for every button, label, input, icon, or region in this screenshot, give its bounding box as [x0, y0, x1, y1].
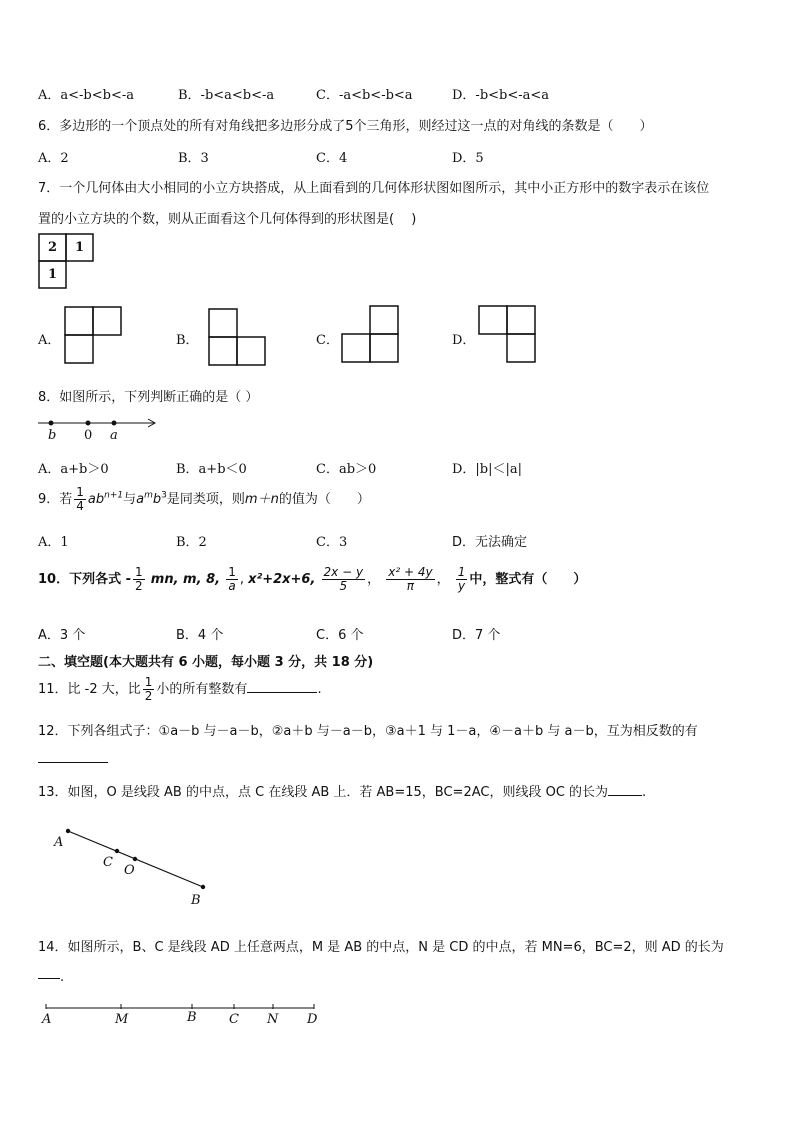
q10-frac-2-num: 1 [228, 565, 236, 579]
q7-option-a-label: A． [38, 333, 61, 348]
q7-grid-number-2: 1 [75, 240, 85, 255]
q10-frac-3 [322, 566, 366, 593]
q9-suffix: 的值为（ ） [278, 492, 370, 507]
q11-frac-num: 1 [144, 675, 153, 689]
q9-expr: m＋n [244, 492, 279, 507]
q9-option-c: C．3 [316, 535, 348, 550]
q12-answer-blank[interactable] [38, 762, 108, 763]
q14-point-d: D [307, 1012, 318, 1027]
q9-mid: 与 [123, 492, 137, 507]
q9-mid2: 是同类项，则 [166, 492, 245, 507]
q13-stem-text: 13．如图，O 是线段 AB 的中点，点 C 在线段 AB 上．若 AB=15，BC=2AC，则线段 OC 的长为 [38, 785, 609, 800]
q7-option-b-figure [208, 308, 268, 366]
q11-fraction [143, 676, 155, 703]
q14-point-n: N [267, 1012, 279, 1027]
q10-option-d: D．7 个 [452, 628, 501, 643]
q11-suffix: 小的所有整数有 [156, 682, 248, 697]
q11-prefix: 11．比 -2 大，比 [38, 682, 141, 697]
q13-point-b: B [191, 893, 201, 908]
q5-option-d: D．-b<b<-a<a [452, 88, 550, 103]
q9-stem [38, 486, 370, 513]
q10-frac-3-num: 2x − y [323, 565, 364, 579]
q8-stem: 8．如图所示，下列判断正确的是（ ） [38, 390, 259, 405]
q7-option-a-figure [64, 306, 124, 364]
q10-suffix: 中，整式有（ ） [469, 572, 587, 587]
q13-segment-figure [60, 825, 210, 893]
q10-frac-3-den: 5 [339, 579, 348, 593]
q9-option-a: A．1 [38, 535, 69, 550]
q9-prefix: 9．若 [38, 492, 73, 507]
q9-term1-base: ab [87, 492, 105, 507]
q7-option-b-label: B． [176, 333, 199, 348]
q7-grid-number-3: 1 [48, 267, 58, 282]
q7-grid-number-1: 2 [48, 240, 58, 255]
q10-frac-5 [456, 566, 468, 593]
q14-point-a: A [42, 1012, 52, 1027]
q10-frac-4-den: π [406, 579, 415, 593]
q8-option-a: A．a+b＞0 [38, 462, 109, 477]
q5-option-c: C．-a<b<-b<a [316, 88, 413, 103]
q7-option-d-figure [478, 305, 538, 363]
q14-segment-figure [44, 1003, 320, 1015]
q5-option-a: A．a<-b<b<-a [38, 88, 134, 103]
q14-answer-blank[interactable] [38, 978, 60, 979]
q14-point-m: M [115, 1012, 129, 1027]
q7-option-d-label: D． [452, 333, 476, 348]
q10-prefix: 10．下列各式 - [38, 572, 132, 587]
q9-term2-a: a [136, 492, 145, 507]
q10-option-c: C．6 个 [316, 628, 364, 643]
q10-frac-2 [226, 566, 238, 593]
q5-option-b: B．-b<a<b<-a [178, 88, 275, 103]
q10-option-b: B．4 个 [176, 628, 224, 643]
q9-term2-b: b [152, 492, 162, 507]
q7-top-view-grid [38, 233, 98, 289]
q10-frac-4-num: x² + 4y [388, 565, 433, 579]
q6-option-b: B．3 [178, 151, 209, 166]
q7-stem-line2: 置的小立方块的个数，则从正面看这个几何体得到的形状图是( ) [38, 212, 417, 227]
q10-poly: x²+2x+6, [248, 572, 316, 587]
q9-term2-b-exp: 3 [161, 490, 167, 501]
q6-option-d: D．5 [452, 151, 484, 166]
q10-frac-1-den: 2 [135, 579, 143, 593]
q7-option-c-label: C． [316, 333, 339, 348]
q9-option-d: D．无法确定 [452, 535, 528, 550]
q6-stem: 6．多边形的一个顶点处的所有对角线把多边形分成了5个三角形，则经过这一点的对角线的条数是（ ） [38, 119, 653, 134]
q10-frac-5-den: y [458, 579, 466, 593]
q10-frac-1-num: 1 [135, 565, 143, 579]
q8-axis-label-b: b [48, 428, 57, 443]
q14-period: . [60, 970, 65, 985]
q13-point-c: C [103, 855, 113, 870]
q7-stem-line1: 7．一个几何体由大小相同的小立方块搭成，从上面看到的几何体形状图如图所示，其中小正方形中的数字表示在该位 [38, 181, 710, 196]
q10-frac-2-den: a [228, 579, 236, 593]
q6-option-a: A．2 [38, 151, 69, 166]
q12-stem: 12．下列各组式子：①a－b 与－a－b，②a＋b 与－a－b，③a＋1 与 1－a，④－a＋b 与 a－b，互为相反数的有 [38, 724, 698, 739]
q14-point-c: C [229, 1012, 239, 1027]
q8-option-d: D．|b|＜|a| [452, 462, 523, 477]
q13-point-a: A [54, 835, 64, 850]
q10-frac-4 [386, 566, 434, 593]
q10-frac-5-num: 1 [457, 565, 466, 579]
section-2-heading: 二、填空题(本大题共有 6 小题，每小题 3 分，共 18 分) [38, 655, 374, 670]
q8-option-b: B．a+b＜0 [176, 462, 247, 477]
q11-stem: 11．比 -2 大，比 $\frac{1}{2}$ 小的所有整数有 . [38, 675, 322, 703]
q10-stem: 10．下列各式 - $\frac{1}{2}$ mn, m, 8, $\frac{1}{a}$ , x²+2x+6, $\frac{2x - y}{5}$ ， $\frac{\text{x² + 4y}}{\pi}$ ， $\frac{1}{y}$ 中，整式有（ ） [38, 565, 587, 593]
q11-frac-den: 2 [144, 689, 153, 703]
q9-term2-a-exp: m [144, 490, 153, 501]
q9-term1-exp: n+1 [104, 490, 124, 501]
q7-option-c-figure [341, 305, 401, 363]
q8-axis-label-a: a [110, 428, 118, 443]
q13-point-o: O [124, 863, 135, 878]
q14-stem: 14．如图所示，B、C 是线段 AD 上任意两点，M 是 AB 的中点，N 是 CD 的中点，若 MN=6，BC=2，则 AD 的长为 [38, 940, 724, 955]
q9-option-b: B．2 [176, 535, 207, 550]
q13-answer-blank[interactable] [608, 795, 642, 796]
q10-frac-1 [133, 566, 145, 593]
q9-fraction [74, 486, 86, 513]
q10-after-f1: mn, m, 8, [150, 572, 221, 587]
q8-option-c: C．ab＞0 [316, 462, 377, 477]
q13-stem: 13．如图，O 是线段 AB 的中点，点 C 在线段 AB 上．若 AB=15，BC=2AC，则线段 OC 的长为 . [38, 785, 647, 800]
q6-option-c: C．4 [316, 151, 348, 166]
q14-point-b: B [187, 1010, 197, 1025]
q8-axis-label-zero: 0 [84, 428, 93, 443]
q9-frac-num: 1 [76, 485, 84, 499]
q11-answer-blank[interactable] [247, 692, 317, 693]
q9-frac-den: 4 [76, 499, 84, 513]
q10-option-a: A．3 个 [38, 628, 86, 643]
